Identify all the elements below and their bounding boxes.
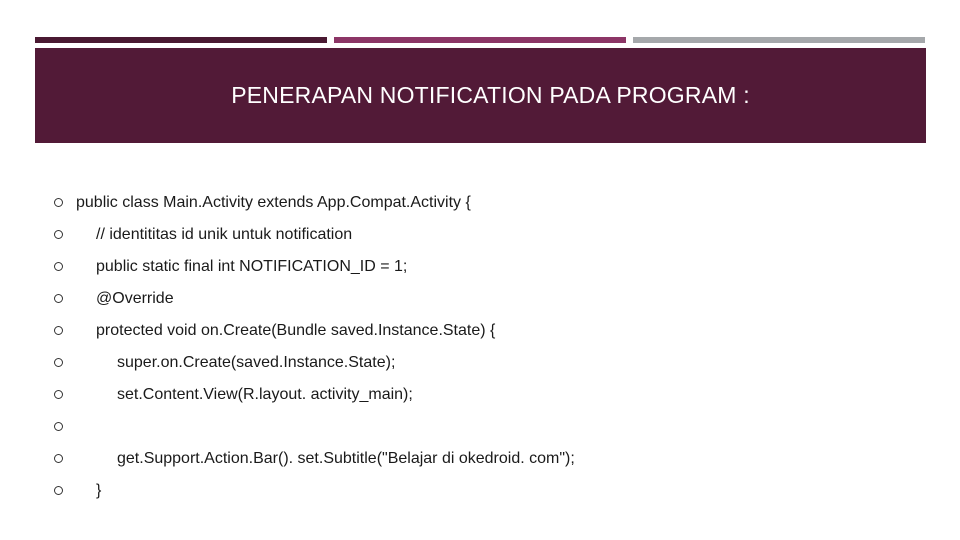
code-line: get.Support.Action.Bar(). set.Subtitle("Belajar di okedroid. com");: [117, 450, 575, 467]
list-item: [0, 188, 960, 220]
list-item: [0, 476, 960, 508]
code-line: // identititas id unik untuk notification: [96, 226, 353, 243]
list-item: [0, 252, 960, 284]
code-line: }: [96, 482, 102, 499]
bullet-icon: [54, 390, 63, 399]
list-item: [0, 220, 960, 252]
bullet-icon: [54, 262, 63, 271]
accent-bar-gray: [633, 37, 925, 43]
accent-bar-magenta: [334, 37, 626, 43]
list-item: [0, 444, 960, 476]
code-line: super.on.Create(saved.Instance.State);: [117, 354, 396, 371]
code-line: @Override: [96, 290, 174, 307]
bullet-icon: [54, 454, 63, 463]
code-line: protected void on.Create(Bundle saved.Instance.State) {: [96, 322, 496, 339]
title-band: [35, 48, 926, 143]
bullet-icon: [54, 294, 63, 303]
bullet-icon: [54, 326, 63, 335]
list-item: [0, 284, 960, 316]
code-line: public class Main.Activity extends App.Compat.Activity {: [76, 194, 471, 211]
list-item: [0, 380, 960, 412]
code-line: public static final int NOTIFICATION_ID = 1;: [96, 258, 408, 275]
bullet-icon: [54, 198, 63, 207]
accent-bar-dark: [35, 37, 327, 43]
bullet-icon: [54, 422, 63, 431]
list-item: [0, 316, 960, 348]
list-item: [0, 412, 960, 444]
bullet-icon: [54, 230, 63, 239]
list-item: [0, 348, 960, 380]
slide-title: PENERAPAN NOTIFICATION PADA PROGRAM :: [231, 82, 750, 108]
bullet-icon: [54, 358, 63, 367]
bullet-icon: [54, 486, 63, 495]
code-line: set.Content.View(R.layout. activity_main);: [117, 386, 413, 403]
